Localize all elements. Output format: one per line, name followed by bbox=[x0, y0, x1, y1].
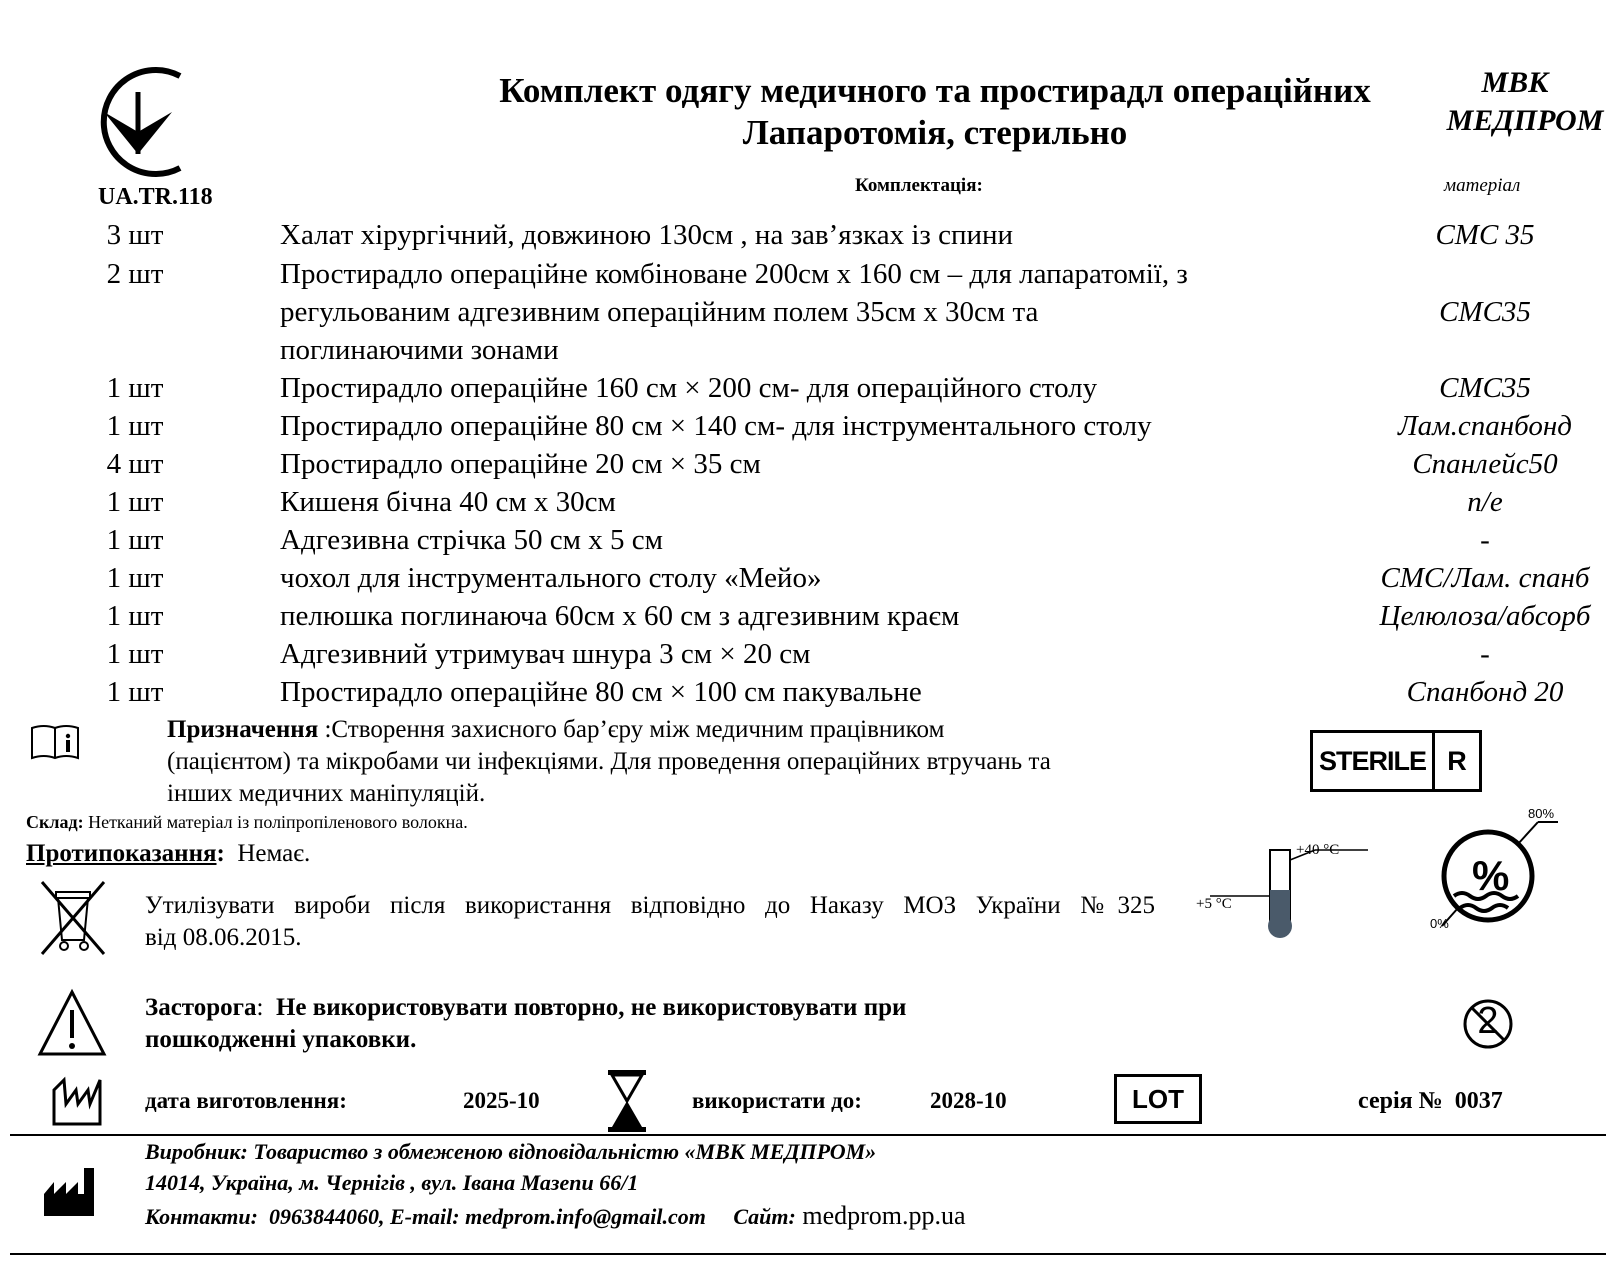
cert-code: UA.TR.118 bbox=[98, 184, 213, 210]
item-material: СМС 35 bbox=[1435, 219, 1535, 251]
item-desc: поглинаючими зонами bbox=[280, 334, 559, 366]
purpose-line2: (пацієнтом) та мікробами чи інфекціями. Для проведення операційних втручань та bbox=[167, 748, 1051, 775]
item-qty: 2 шт bbox=[106, 258, 164, 290]
exp-value: 2028-10 bbox=[930, 1088, 1007, 1113]
caution-line2: пошкодженні упаковки. bbox=[145, 1026, 417, 1053]
brand-line2: МЕДПРОМ bbox=[1446, 104, 1604, 137]
composition-text: Нетканий матеріал із поліпропіленового волокна. bbox=[83, 812, 468, 832]
brand-line1: МВК bbox=[1481, 66, 1549, 99]
item-material: п/е bbox=[1467, 486, 1503, 518]
item-desc: Халат хірургічний, довжиною 130см , на зав’язках із спини bbox=[280, 219, 1014, 251]
site-label: Сайт: bbox=[733, 1204, 796, 1229]
instructions-book-icon bbox=[30, 724, 80, 760]
caution-label: Засторога bbox=[145, 994, 257, 1021]
contraindications bbox=[26, 838, 310, 870]
exp-label: використати до: bbox=[692, 1088, 862, 1113]
warning-triangle-icon bbox=[36, 988, 108, 1058]
sterile-method: R bbox=[1447, 746, 1467, 776]
site-value: medprom.pp.ua bbox=[795, 1201, 966, 1230]
mfg-label: дата виготовлення: bbox=[145, 1088, 347, 1113]
contraindications-colon: : bbox=[216, 840, 225, 867]
item-material: СМС35 bbox=[1439, 372, 1531, 404]
manufacturer-factory-icon bbox=[44, 1166, 96, 1216]
document-title-line1: Комплект одягу медичного та простирадл операційних bbox=[499, 71, 1371, 110]
hum-high: 80% bbox=[1528, 806, 1555, 821]
contacts-text: Контакти: 0963844060, E-mail: medprom.info@gmail.com bbox=[145, 1204, 706, 1229]
item-material: - bbox=[1480, 524, 1490, 556]
item-desc: Адгезивний утримувач шнура 3 см × 20 см bbox=[280, 638, 811, 670]
purpose-label: Призначення bbox=[167, 716, 319, 743]
item-material: СМС/Лам. спанб bbox=[1380, 562, 1590, 594]
item-material: Лам.спанбонд bbox=[1398, 410, 1572, 442]
purpose-line3: інших медичних маніпуляцій. bbox=[167, 780, 486, 807]
temperature-limit-icon bbox=[1190, 840, 1370, 940]
document-title-line2: Лапаротомія, стерильно bbox=[742, 113, 1128, 152]
mfg-value: 2025-10 bbox=[463, 1088, 540, 1113]
disposal-line1: Утилізувати вироби після використання відповідно до Наказу МОЗ України №325 bbox=[145, 892, 1155, 919]
item-material: Целюлоза/абсорб bbox=[1379, 600, 1591, 632]
item-qty: 4 шт bbox=[106, 448, 164, 480]
purpose-text: :Створення захисного бар’єру між медичним працівником bbox=[318, 716, 945, 743]
disposal-line2: від 08.06.2015. bbox=[145, 924, 302, 951]
manufacturer-line1: Виробник: Товариство з обмеженою відповідальністю «МВК МЕДПРОМ» bbox=[145, 1139, 877, 1164]
item-desc: Кишеня бічна 40 см х 30см bbox=[280, 486, 616, 518]
contraindications-text: Немає. bbox=[224, 840, 311, 867]
item-desc: чохол для інструментального столу «Мейо» bbox=[280, 562, 822, 594]
item-qty: 1 шт bbox=[106, 638, 164, 670]
sterile-text: STERILE bbox=[1313, 733, 1435, 789]
hum-low: 0% bbox=[1430, 916, 1449, 931]
single-use-number: 2 bbox=[1477, 1000, 1499, 1042]
item-desc: Простирадло операційне 80 см × 140 см- для інструментального столу bbox=[280, 410, 1152, 442]
item-desc: регульованим адгезивним операційним полем 35см х 30см та bbox=[280, 296, 1039, 328]
item-material: СМС35 bbox=[1439, 296, 1531, 328]
item-qty: 1 шт bbox=[106, 524, 164, 556]
hourglass-icon bbox=[608, 1070, 646, 1132]
item-qty: 3 шт bbox=[106, 219, 164, 251]
item-qty: 1 шт bbox=[106, 562, 164, 594]
item-desc: Адгезивна стрічка 50 см х 5 см bbox=[280, 524, 664, 556]
item-material: - bbox=[1480, 638, 1490, 670]
temp-high: +40 °C bbox=[1296, 842, 1340, 858]
series-value: 0037 bbox=[1454, 1088, 1503, 1114]
manufacturer-line2: 14014, Україна, м. Чернігів , вул. Івана Мазепи 66/1 bbox=[145, 1170, 639, 1195]
item-qty: 1 шт bbox=[106, 600, 164, 632]
item-qty: 1 шт bbox=[106, 676, 164, 708]
item-desc: Простирадло операційне 80 см × 100 см пакувальне bbox=[280, 676, 922, 708]
manufacture-date-icon bbox=[52, 1076, 102, 1126]
temp-low: +5 °C bbox=[1196, 896, 1232, 912]
item-desc: Простирадло операційне 20 см × 35 см bbox=[280, 448, 761, 480]
item-material: Спанбонд 20 bbox=[1406, 676, 1564, 708]
item-desc: Простирадло операційне 160 см × 200 см- для операційного столу bbox=[280, 372, 1098, 404]
contraindications-label: Протипоказання bbox=[26, 840, 217, 867]
item-desc: Простирадло операційне комбіноване 200см х 160 см – для лапаратомії, з bbox=[280, 258, 1188, 290]
series bbox=[1358, 1088, 1503, 1115]
caution-text: Не використовувати повторно, не використовувати при bbox=[263, 994, 907, 1021]
material-label: матеріал bbox=[1444, 175, 1521, 196]
caution-line1 bbox=[145, 992, 906, 1024]
caution-colon: : bbox=[256, 994, 264, 1021]
lot-symbol: LOT bbox=[1114, 1074, 1202, 1124]
crossed-bin-icon bbox=[38, 878, 108, 958]
composition bbox=[26, 810, 468, 834]
purpose-line1 bbox=[167, 714, 944, 746]
item-qty: 1 шт bbox=[106, 372, 164, 404]
manufacturer-contacts bbox=[145, 1200, 966, 1232]
divider-bottom bbox=[10, 1253, 1606, 1255]
item-desc: пелюшка поглинаюча 60см х 60 см з адгезивним краєм bbox=[280, 600, 960, 632]
sterile-r-symbol bbox=[1310, 730, 1482, 792]
humidity-percent-icon: % bbox=[1472, 852, 1510, 899]
item-qty: 1 шт bbox=[106, 486, 164, 518]
item-material: Спанлейс50 bbox=[1412, 448, 1558, 480]
contents-label: Комплектація: bbox=[855, 175, 983, 196]
composition-label: Склад: bbox=[26, 812, 84, 832]
ua-conformity-mark-icon bbox=[80, 62, 198, 182]
series-label: серія № bbox=[1358, 1088, 1443, 1114]
item-qty: 1 шт bbox=[106, 410, 164, 442]
